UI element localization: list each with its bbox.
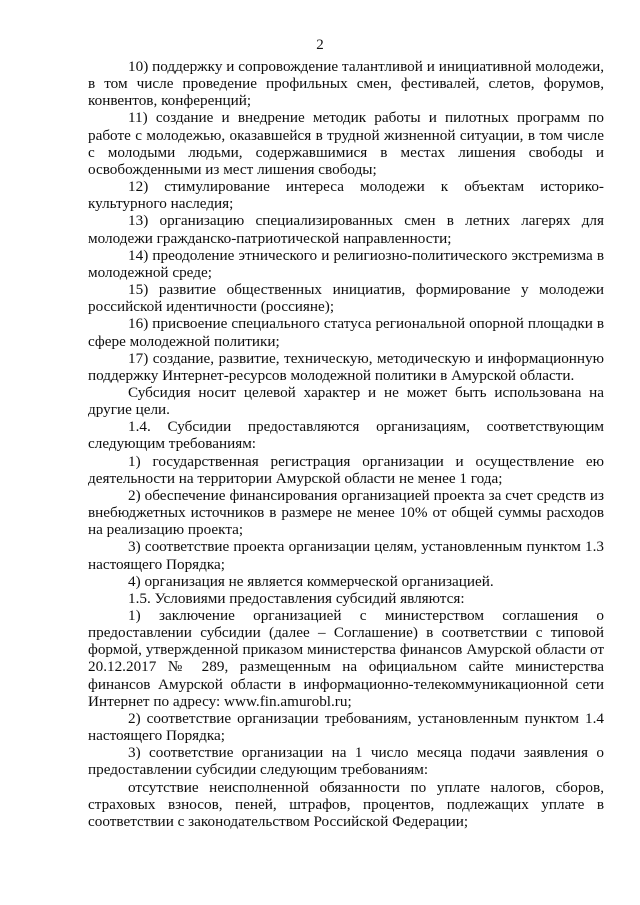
paragraph-condition-1: 1) заключение организацией с министерством соглашения о предоставлении субсидии (далее – Соглашение) в соответствии с типовой формой, утвержденной приказом министерства финансов Амурской области от 20.12.2017 № 289, размещенным на официальном сайте министерства финансов Амурской области в информационно-телекоммуникационной сети Интернет по адресу: www.fin.amurobl.ru; (88, 607, 604, 710)
paragraph-item-15: 15) развитие общественных инициатив, формирование у молодежи российской идентичности (россияне); (88, 281, 604, 316)
paragraph-subsidy-purpose: Субсидия носит целевой характер и не может быть использована на другие цели. (88, 383, 604, 419)
paragraph-condition-2: 2) соответствие организации требованиям, установленным пунктом 1.4 настоящего Порядка; (88, 709, 604, 745)
paragraph-item-14: 14) преодоление этнического и религиозно-политического экстремизма в молодежной среде; (88, 246, 604, 281)
paragraph-item-17: 17) создание, развитие, техническую, методическую и информационную поддержку Интернет-ресурсов молодежной политики в Амурской области. (88, 349, 604, 384)
paragraph-item-11: 11) создание и внедрение методик работы и пилотных программ по работе с молодежью, оказавшейся в трудной жизненной ситуации, в том числе с молодыми людьми, содержавшимися в местах лишения свободы и освобожденными из мест лишения свободы; (88, 109, 604, 178)
paragraph-item-13: 13) организацию специализированных смен в летних лагерях для молодежи гражданско-патриотической направленности; (88, 212, 604, 247)
paragraph-requirement-4: 4) организация не является коммерческой организацией. (128, 572, 494, 590)
document-body (88, 58, 604, 830)
paragraph-section-1-5: 1.5. Условиями предоставления субсидий являются: (128, 589, 465, 607)
page-number: 2 (316, 37, 324, 53)
paragraph-no-debt-requirement: отсутствие неисполненной обязанности по уплате налогов, сборов, страховых взносов, пеней, штрафов, процентов, подлежащих уплате в соответствии с законодательством Российской Федерации; (88, 778, 604, 830)
paragraph-item-10: 10) поддержку и сопровождение талантливой и инициативной молодежи, в том числе проведение профильных смен, фестивалей, слетов, форумов, конвентов, конференций; (88, 58, 604, 110)
paragraph-requirement-3: 3) соответствие проекта организации целям, установленным пунктом 1.3 настоящего Порядка; (88, 538, 604, 573)
paragraph-requirement-2: 2) обеспечение финансирования организацией проекта за счет средств из внебюджетных источников в размере не менее 10% от общей суммы расходов на реализацию проекта; (88, 486, 604, 539)
paragraph-item-16: 16) присвоение специального статуса региональной опорной площадки в сфере молодежной политики; (88, 315, 604, 350)
paragraph-section-1-4: 1.4. Субсидии предоставляются организациям, соответствующим следующим требованиям: (88, 418, 604, 453)
paragraph-requirement-1: 1) государственная регистрация организации и осуществление ею деятельности на территории Амурской области не менее 1 года; (88, 452, 604, 487)
paragraph-condition-3: 3) соответствие организации на 1 число месяца подачи заявления о предоставлении субсидии следующим требованиям: (88, 744, 604, 779)
paragraph-item-12: 12) стимулирование интереса молодежи к объектам историко-культурного наследия; (88, 178, 604, 213)
